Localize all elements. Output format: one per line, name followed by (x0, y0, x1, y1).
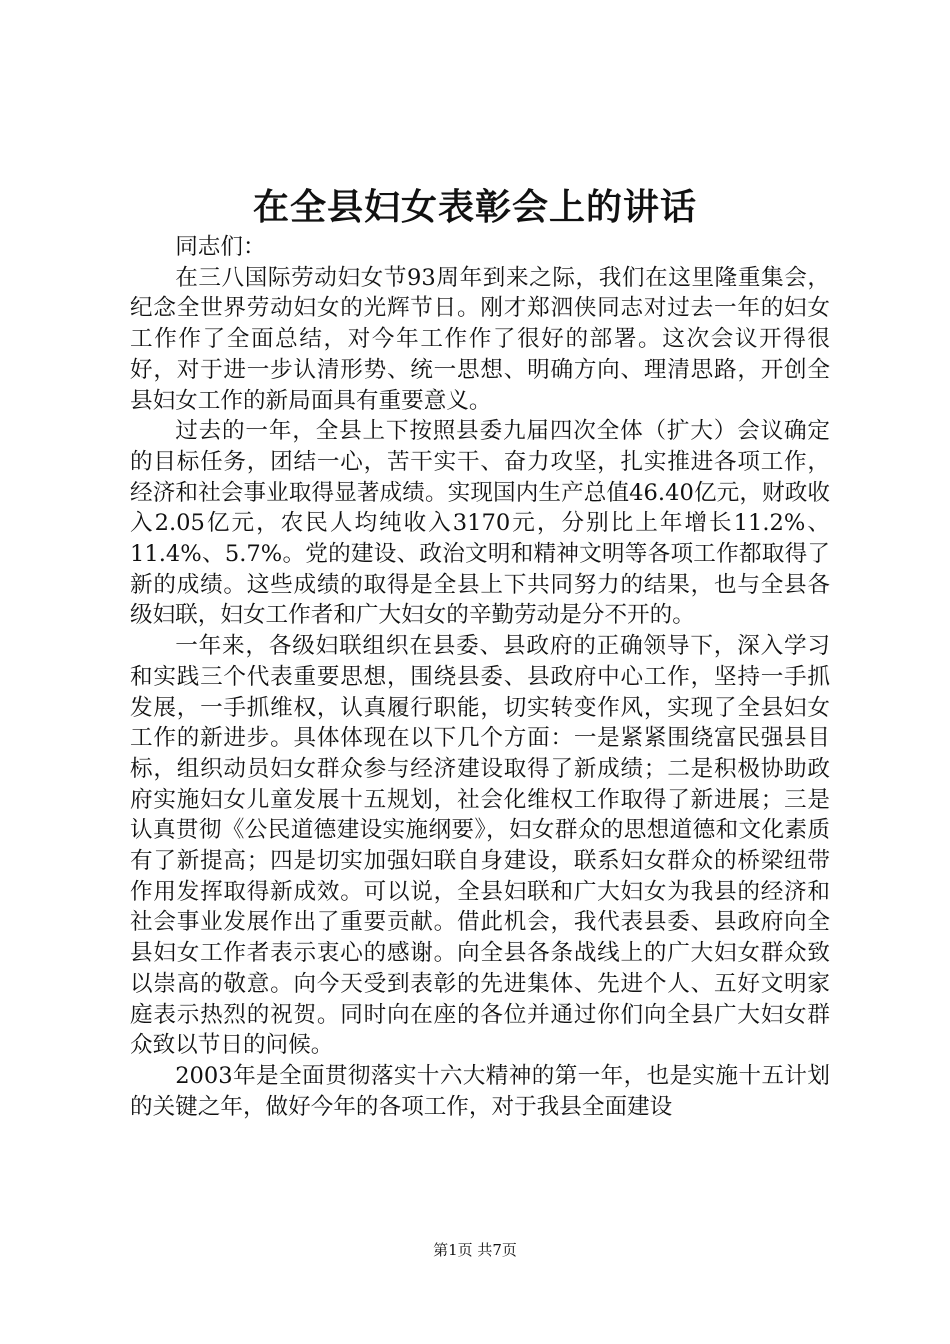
body-paragraph: 2003年是全面贯彻落实十六大精神的第一年，也是实施十五计划的关键之年，做好今年的各项工作，对于我县全面建设 (130, 1062, 830, 1120)
document-body (130, 232, 830, 1122)
page-number-footer: 第1页 共7页 (433, 1241, 517, 1259)
body-paragraph: 一年来，各级妇联组织在县委、县政府的正确领导下，深入学习和实践三个代表重要思想，围绕县委、县政府中心工作，坚持一手抓发展，一手抓维权，认真履行职能，切实转变作风，实现了全县妇女工作的新进步。具体体现在以下几个方面：一是紧紧围绕富民强县目标，组织动员妇女群众参与经济建设取得了新成绩；二是积极协助政府实施妇女儿童发展十五规划，社会化维权工作取得了新进展；三是认真贯彻《公民道德建设实施纲要》，妇女群众的思想道德和文化素质有了新提高；四是切实加强妇联自身建设，联系妇女群众的桥梁纽带作用发挥取得新成效。可以说，全县妇联和广大妇女为我县的经济和社会事业发展作出了重要贡献。借此机会，我代表县委、县政府向全县妇女工作者表示衷心的感谢。向全县各条战线上的广大妇女群众致以崇高的敬意。向今天受到表彰的先进集体、先进个人、五好文明家庭表示热烈的祝贺。同时向在座的各位并通过你们向全县广大妇女群众致以节日的问候。 (130, 633, 830, 1059)
document-title: 在全县妇女表彰会上的讲话 (252, 186, 697, 228)
salutation-paragraph: 同志们： (175, 234, 266, 260)
body-paragraph: 在三八国际劳动妇女节93周年到来之际，我们在这里隆重集会，纪念全世界劳动妇女的光辉节日。刚才郑泗侠同志对过去一年的妇女工作作了全面总结，对今年工作作了很好的部署。这次会议开得很好，对于进一步认清形势、统一思想、明确方向、理清思路，开创全县妇女工作的新局面具有重要意义。 (130, 264, 830, 414)
body-paragraph: 过去的一年，全县上下按照县委九届四次全体（扩大）会议确定的目标任务，团结一心，苦干实干、奋力攻坚，扎实推进各项工作，经济和社会事业取得显著成绩。实现国内生产总值46.40亿元，财政收入2.05亿元，农民人均纯收入3170元，分别比上年增长11.2%、11.4%、5.7%。党的建设、政治文明和精神文明等各项工作都取得了新的成绩。这些成绩的取得是全县上下共同努力的结果，也与全县各级妇联，妇女工作者和广大妇女的辛勤劳动是分不开的。 (130, 418, 830, 629)
